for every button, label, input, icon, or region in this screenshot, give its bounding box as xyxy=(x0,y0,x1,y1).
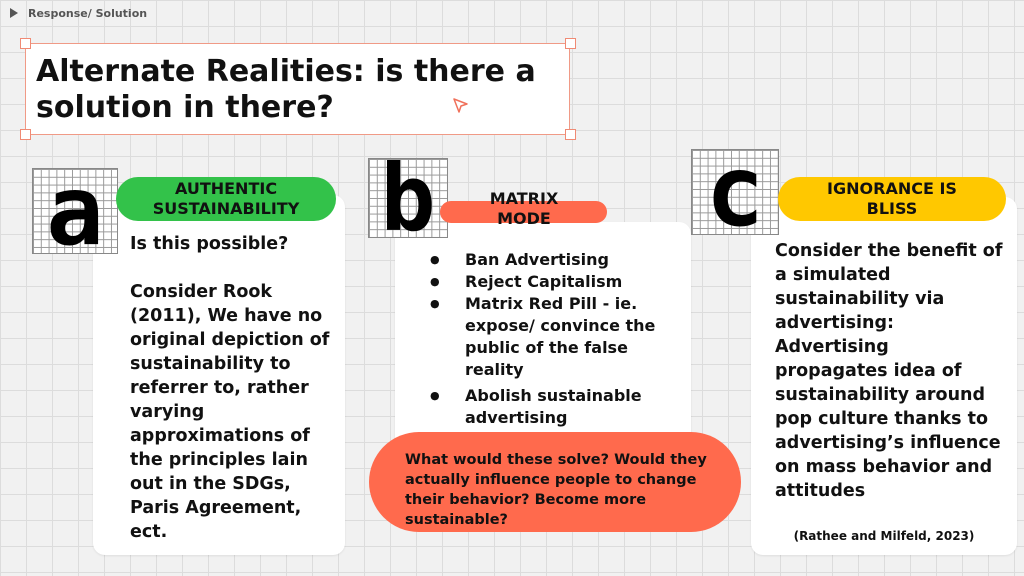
card-a-body xyxy=(130,232,340,544)
resize-handle-top-left[interactable] xyxy=(20,38,31,49)
list-item: ● Abolish sustainable advertising xyxy=(430,385,680,429)
list-item: ● Matrix Red Pill - ie. expose/ convince the public of the false reality xyxy=(430,293,680,381)
letter-b-tile: b xyxy=(368,158,448,238)
list-item: ● Reject Capitalism xyxy=(430,271,680,293)
matrix-list xyxy=(430,249,680,431)
resize-handle-bottom-right[interactable] xyxy=(565,129,576,140)
heading-pill-authentic xyxy=(116,177,336,221)
collaborator-cursor-icon xyxy=(452,97,470,115)
letter-c-tile: c xyxy=(691,149,779,235)
card-c-body: Consider the benefit of a simulated sustainability via advertising: Advertising propagates idea of sustainability around pop culture thanks to advertising’s influence on mass behavior and attitudes xyxy=(775,241,1003,501)
breadcrumb[interactable]: Response/ Solution xyxy=(28,6,148,20)
breadcrumb-bar xyxy=(0,0,1024,26)
list-item: ● Ban Advertising xyxy=(430,249,680,271)
heading-ignorance: IGNORANCE IS BLISS xyxy=(827,179,957,218)
heading-matrix: MATRIX MODE xyxy=(489,189,559,228)
expand-triangle-icon[interactable] xyxy=(10,8,18,18)
resize-handle-top-right[interactable] xyxy=(565,38,576,49)
heading-authentic: AUTHENTIC SUSTAINABILITY xyxy=(152,179,300,218)
card-a-paragraph: Consider Rook (2011), We have no original depiction of sustainability to referrer to, rather varying approximations of the principles lain out in the SDGs, Paris Agreement, ect. xyxy=(130,282,330,542)
speech-bubble-text: What would these solve? Would they actually influence people to change their behavior? Become more sustainable? xyxy=(405,452,707,528)
letter-a-tile: a xyxy=(32,168,118,254)
heading-pill-ignorance xyxy=(778,177,1006,221)
card-a-question: Is this possible? xyxy=(130,234,289,254)
heading-pill-matrix xyxy=(440,189,607,228)
citation: (Rathee and Milfeld, 2023) xyxy=(793,529,975,543)
title-textbox[interactable] xyxy=(25,43,570,135)
page-title[interactable]: Alternate Realities: is there a solution in there? xyxy=(36,54,536,125)
resize-handle-bottom-left[interactable] xyxy=(20,129,31,140)
